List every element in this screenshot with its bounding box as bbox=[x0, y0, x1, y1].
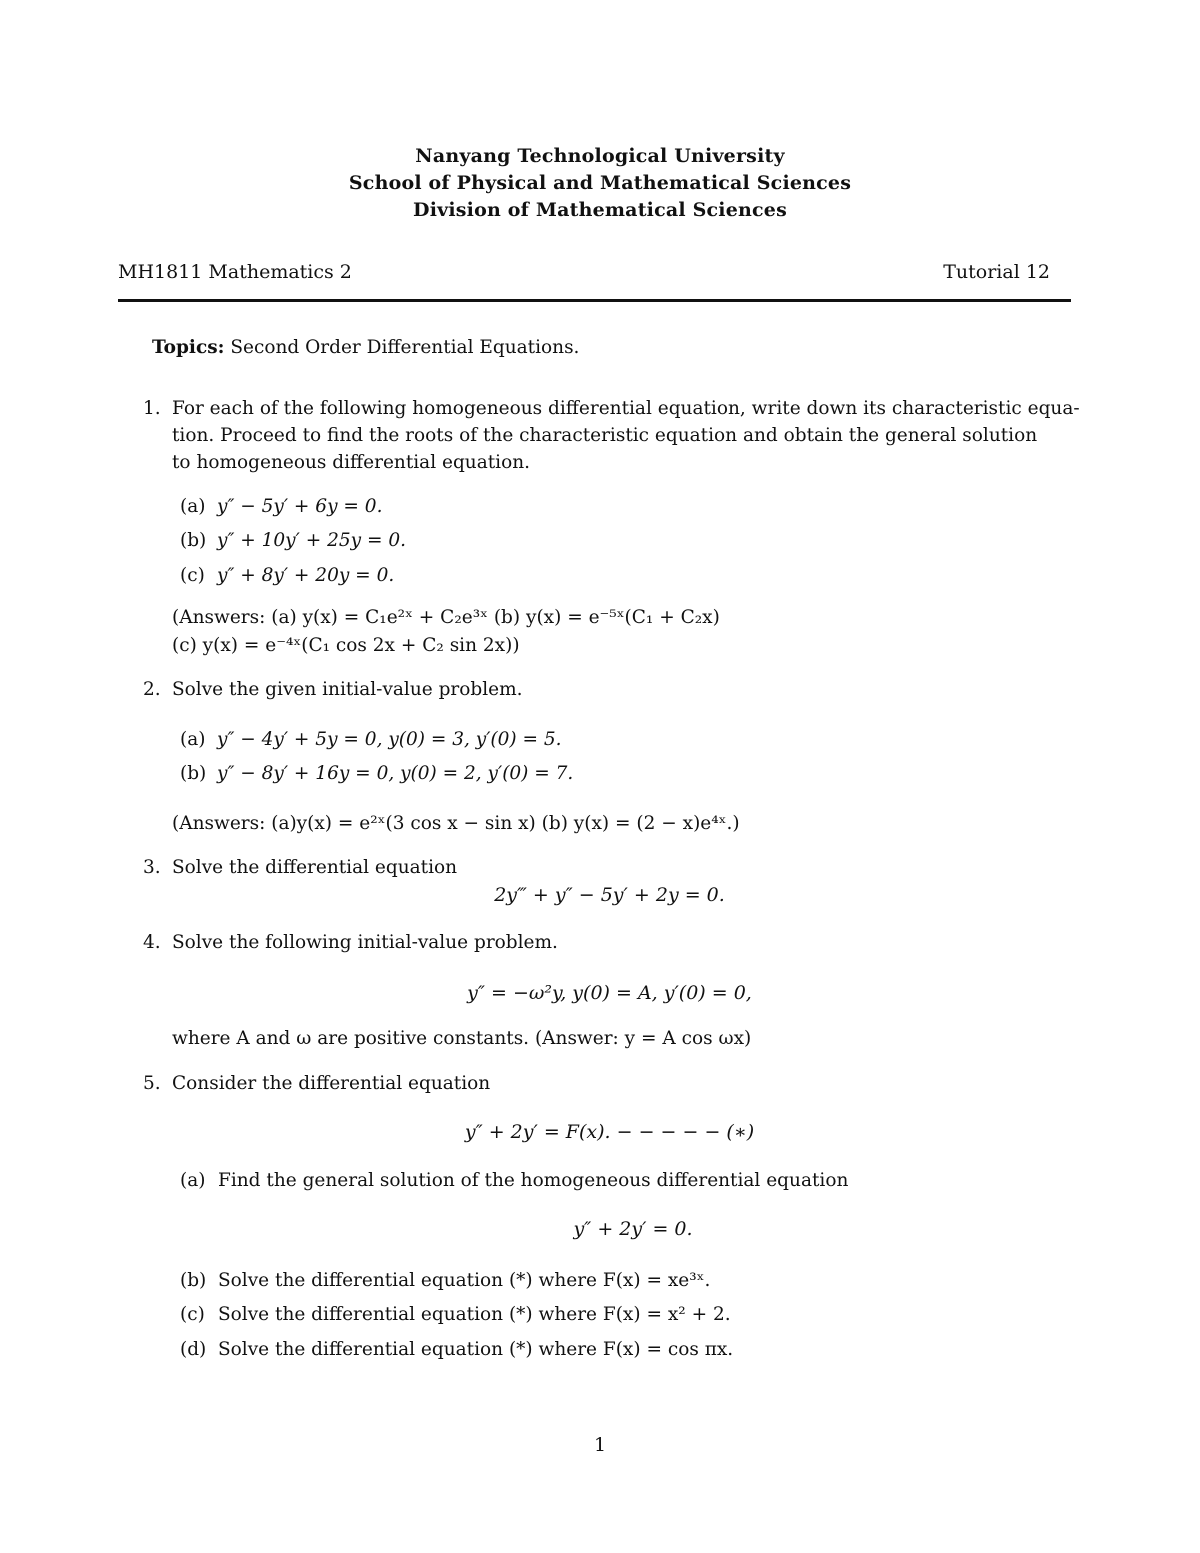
question-2a-label: (a) bbox=[180, 729, 206, 750]
question-1-answers-line-1: (Answers: (a) y(x) = C₁e²ˣ + C₂e³ˣ (b) y(x) = e⁻⁵ˣ(C₁ + C₂x) bbox=[172, 607, 720, 628]
question-5a-label: (a) bbox=[180, 1170, 206, 1191]
question-5b-text: Solve the differential equation (*) where F(x) = xe³ˣ. bbox=[218, 1270, 711, 1291]
question-1b-equation: y″ + 10y′ + 25y = 0. bbox=[217, 530, 406, 551]
question-1-line-1: For each of the following homogeneous differential equation, write down its characteristic equa- bbox=[172, 398, 1080, 419]
question-4-equation: y″ = −ω²y, y(0) = A, y′(0) = 0, bbox=[467, 982, 752, 1004]
header-rule bbox=[118, 299, 1071, 302]
question-3-number: 3. bbox=[143, 857, 161, 878]
question-2-answers: (Answers: (a)y(x) = e²ˣ(3 cos x − sin x) (b) y(x) = (2 − x)e⁴ˣ.) bbox=[172, 813, 740, 834]
tutorial-number: Tutorial 12 bbox=[943, 261, 1050, 283]
page-number: 1 bbox=[593, 1434, 607, 1456]
course-title: MH1811 Mathematics 2 bbox=[118, 261, 352, 283]
division-name: Division of Mathematical Sciences bbox=[413, 199, 787, 221]
question-5a-equation: y″ + 2y′ = 0. bbox=[573, 1218, 693, 1240]
question-5-number: 5. bbox=[143, 1073, 161, 1094]
question-1c-label: (c) bbox=[180, 565, 205, 586]
question-3-text: Solve the differential equation bbox=[172, 857, 458, 878]
question-5d-label: (d) bbox=[180, 1339, 207, 1360]
question-3-equation: 2y‴ + y″ − 5y′ + 2y = 0. bbox=[494, 884, 725, 906]
question-2-number: 2. bbox=[143, 679, 161, 700]
school-name: School of Physical and Mathematical Sciences bbox=[348, 172, 852, 194]
question-1-line-3: to homogeneous differential equation. bbox=[172, 452, 531, 473]
question-2b-label: (b) bbox=[180, 763, 207, 784]
question-1c-equation: y″ + 8y′ + 20y = 0. bbox=[217, 565, 395, 586]
topics-label: Topics: bbox=[152, 337, 225, 358]
question-4-number: 4. bbox=[143, 932, 161, 953]
question-2a-equation: y″ − 4y′ + 5y = 0, y(0) = 3, y′(0) = 5. bbox=[217, 729, 562, 750]
question-1a-equation: y″ − 5y′ + 6y = 0. bbox=[217, 496, 383, 517]
question-2b-equation: y″ − 8y′ + 16y = 0, y(0) = 2, y′(0) = 7. bbox=[217, 763, 574, 784]
question-1a-label: (a) bbox=[180, 496, 206, 517]
question-1-number: 1. bbox=[143, 398, 161, 419]
question-1-answers-line-2: (c) y(x) = e⁻⁴ˣ(C₁ cos 2x + C₂ sin 2x)) bbox=[172, 635, 520, 656]
question-1-line-2: tion. Proceed to find the roots of the characteristic equation and obtain the general solution bbox=[172, 425, 1038, 446]
question-5c-text: Solve the differential equation (*) where F(x) = x² + 2. bbox=[218, 1304, 731, 1325]
university-name: Nanyang Technological University bbox=[415, 145, 785, 167]
topics-text: Second Order Differential Equations. bbox=[230, 337, 580, 358]
question-5a-text: Find the general solution of the homogeneous differential equation bbox=[218, 1170, 849, 1191]
question-4-where: where A and ω are positive constants. (Answer: y = A cos ωx) bbox=[172, 1028, 752, 1049]
question-5-text: Consider the differential equation bbox=[172, 1073, 491, 1094]
question-4-text: Solve the following initial-value problem. bbox=[172, 932, 558, 953]
question-5b-label: (b) bbox=[180, 1270, 207, 1291]
topics-line bbox=[152, 337, 579, 358]
question-5d-text: Solve the differential equation (*) where F(x) = cos πx. bbox=[218, 1339, 734, 1360]
question-1b-label: (b) bbox=[180, 530, 207, 551]
question-5c-label: (c) bbox=[180, 1304, 205, 1325]
question-5-equation: y″ + 2y′ = F(x). − − − − − (∗) bbox=[464, 1121, 755, 1143]
question-2-text: Solve the given initial-value problem. bbox=[172, 679, 523, 700]
